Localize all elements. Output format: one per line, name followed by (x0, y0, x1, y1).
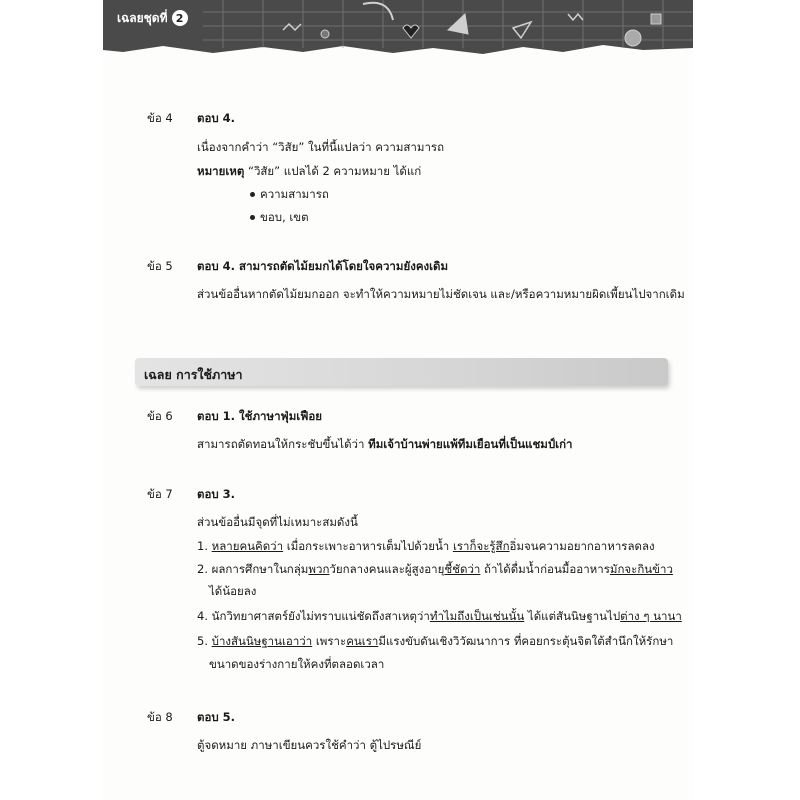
list-item (250, 210, 309, 224)
question-8-number: ข้อ 8 (147, 710, 173, 724)
page (103, 0, 693, 800)
bullet-text: ความสามารถ (260, 187, 329, 201)
item-text: ผลการศึกษาในกลุ่ม (211, 562, 309, 576)
question-4-note (197, 164, 421, 178)
item-text: นักวิทยาศาสตร์ยังไม่ทราบแน่ชัดถึงสาเหตุว่า (211, 609, 430, 623)
banner-title: เฉลยชุดที่ (117, 10, 168, 25)
list-item-continuation: ได้น้อยลง (209, 584, 257, 598)
item-text: อิ่มจนความอยากอาหารลดลง (509, 539, 655, 553)
question-4-answer: ตอบ 4. (197, 111, 236, 125)
banner-background (103, 0, 693, 58)
item-text: เพราะ (312, 634, 347, 648)
question-6-explanation (197, 437, 573, 451)
underlined-text: พวก (308, 562, 330, 576)
item-number: 1. (197, 539, 212, 553)
underlined-text: หลายคนคิดว่า (211, 539, 284, 553)
bullet-icon (250, 192, 255, 197)
item-text: ได้แต่สันนิษฐานไป (524, 609, 621, 623)
note-text: “วิสัย” แปลได้ 2 ความหมาย ได้แก่ (244, 164, 422, 178)
underlined-text: บ้างสันนิษฐานเอาว่า (211, 634, 313, 648)
question-5-answer: ตอบ 4. สามารถตัดไม้ยมกได้โดยใจความยังคงเดิม (197, 259, 449, 273)
corrected-sentence: ทีมเจ้าบ้านพ่ายแพ้ทีมเยือนที่เป็นแชมป์เก่า (368, 437, 573, 451)
answer-set-label (117, 8, 188, 28)
list-item (197, 562, 673, 576)
underlined-text: ต่าง ๆ นานา (620, 609, 682, 623)
answer-set-number-badge: 2 (172, 10, 188, 26)
question-4-number: ข้อ 4 (147, 111, 173, 125)
underlined-text: ชี้ชัดว่า (444, 562, 481, 576)
question-7-number: ข้อ 7 (147, 487, 173, 501)
underlined-text: คนเรา (346, 634, 379, 648)
list-item (250, 187, 329, 201)
note-label: หมายเหตุ (197, 164, 245, 178)
question-8-answer: ตอบ 5. (197, 710, 236, 724)
question-6-number: ข้อ 6 (147, 409, 173, 423)
item-number: 2. (197, 562, 212, 576)
question-6-answer: ตอบ 1. ใช้ภาษาฟุ่มเฟือย (197, 409, 322, 423)
item-text: มีแรงขับดันเชิงวิวัฒนาการ ที่คอยกระตุ้นจิตใต้สำนึกให้รักษา (378, 634, 674, 648)
underlined-text: มักจะกินข้าว (609, 562, 673, 576)
underlined-text: ทำไมถึงเป็นเช่นนั้น (429, 609, 525, 623)
bullet-icon (250, 215, 255, 220)
explanation-text: สามารถตัดทอนให้กระชับขึ้นได้ว่า (197, 437, 369, 451)
underlined-text: เราก็จะรู้สึก (452, 539, 510, 553)
list-item (197, 539, 655, 553)
question-7-answer: ตอบ 3. (197, 487, 236, 501)
bullet-text: ขอบ, เขต (260, 210, 309, 224)
question-8-explanation: ตู้จดหมาย ภาษาเขียนควรใช้คำว่า ตู้ไปรษณีย์ (197, 738, 422, 752)
question-4-explanation: เนื่องจากคำว่า “วิสัย” ในที่นี้แปลว่า ความสามารถ (197, 140, 445, 154)
item-text: ถ้าได้ดื่มน้ำก่อนมื้ออาหาร (480, 562, 610, 576)
section-title: เฉลย การใช้ภาษา (144, 367, 243, 382)
list-item-continuation: ขนาดของร่างกายให้คงที่ตลอดเวลา (209, 657, 385, 671)
question-5-number: ข้อ 5 (147, 259, 173, 273)
list-item (197, 609, 682, 623)
question-5-explanation: ส่วนข้ออื่นหากตัดไม้ยมกออก จะทำให้ความหมายไม่ชัดเจน และ/หรือความหมายผิดเพี้ยนไปจากเดิม (197, 287, 685, 301)
item-number: 5. (197, 634, 212, 648)
item-number: 4. (197, 609, 212, 623)
question-7-intro: ส่วนข้ออื่นมีจุดที่ไม่เหมาะสมดังนี้ (197, 515, 358, 529)
header-banner (103, 0, 693, 58)
list-item (197, 634, 673, 648)
item-text: เมื่อกระเพาะอาหารเต็มไปด้วยน้ำ (283, 539, 453, 553)
item-text: วัยกลางคนและผู้สูงอายุ (329, 562, 445, 576)
